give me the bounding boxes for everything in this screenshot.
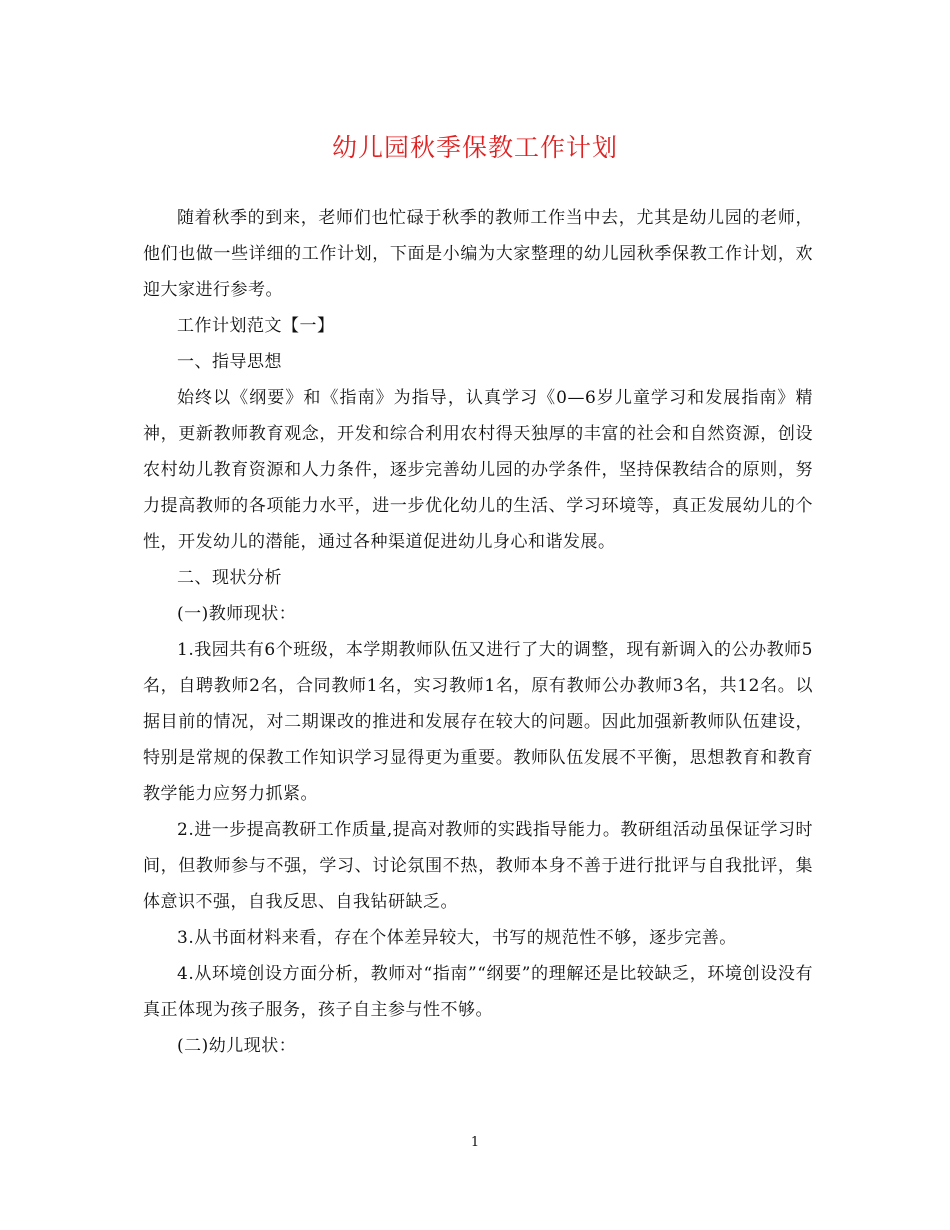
section-heading-guiding-thought: 一、指导思想 (177, 352, 282, 372)
section-heading-status-analysis: 二、现状分析 (177, 568, 282, 588)
guiding-thought-paragraph: 始终以《纲要》和《指南》为指导，认真学习《0—6岁儿童学习和发展指南》精神，更新教师教育观念，开发和综合利用农村得天独厚的丰富的社会和自然资源，创设农村幼儿教育资源和人力条件，逐步完善幼儿园的办学条件，坚持保教结合的原则，努力提高教师的各项能力水平，进一步优化幼儿的生活、学习环境等，真正发展幼儿的个性，开发幼儿的潜能，通过各种渠道促进幼儿身心和谐发展。 (143, 388, 813, 552)
section-heading-sample-one: 工作计划范文【一】 (177, 316, 335, 336)
document-body (143, 200, 813, 1064)
teacher-status-item-3: 3.从书面材料来看，存在个体差异较大，书写的规范性不够，逐步完善。 (177, 928, 737, 948)
teacher-status-item-2: 2.进一步提高教研工作质量,提高对教师的实践指导能力。教研组活动虽保证学习时间，但教师参与不强，学习、讨论氛围不热，教师本身不善于进行批评与自我批评，集体意识不强，自我反思、自我钻研缺乏。 (143, 820, 813, 912)
subheading-teacher-status: (一)教师现状： (177, 604, 297, 624)
subheading-child-status: (二)幼儿现状： (177, 1036, 297, 1056)
intro-paragraph: 随着秋季的到来，老师们也忙碌于秋季的教师工作当中去，尤其是幼儿园的老师，他们也做一些详细的工作计划，下面是小编为大家整理的幼儿园秋季保教工作计划，欢迎大家进行参考。 (143, 208, 813, 300)
teacher-status-item-1: 1.我园共有6个班级，本学期教师队伍又进行了大的调整，现有新调入的公办教师5名，自聘教师2名，合同教师1名，实习教师1名，原有教师公办教师3名，共12名。以据目前的情况，对二期课改的推进和发展存在较大的问题。因此加强新教师队伍建设，特别是常规的保教工作知识学习显得更为重要。教师队伍发展不平衡，思想教育和教育教学能力应努力抓紧。 (143, 640, 813, 804)
page-number: 1 (470, 1135, 480, 1150)
document-title: 幼儿园秋季保教工作计划 (331, 133, 618, 162)
teacher-status-item-4: 4.从环境创设方面分析，教师对“指南”“纲要”的理解还是比较缺乏，环境创设没有真正体现为孩子服务，孩子自主参与性不够。 (143, 964, 813, 1020)
